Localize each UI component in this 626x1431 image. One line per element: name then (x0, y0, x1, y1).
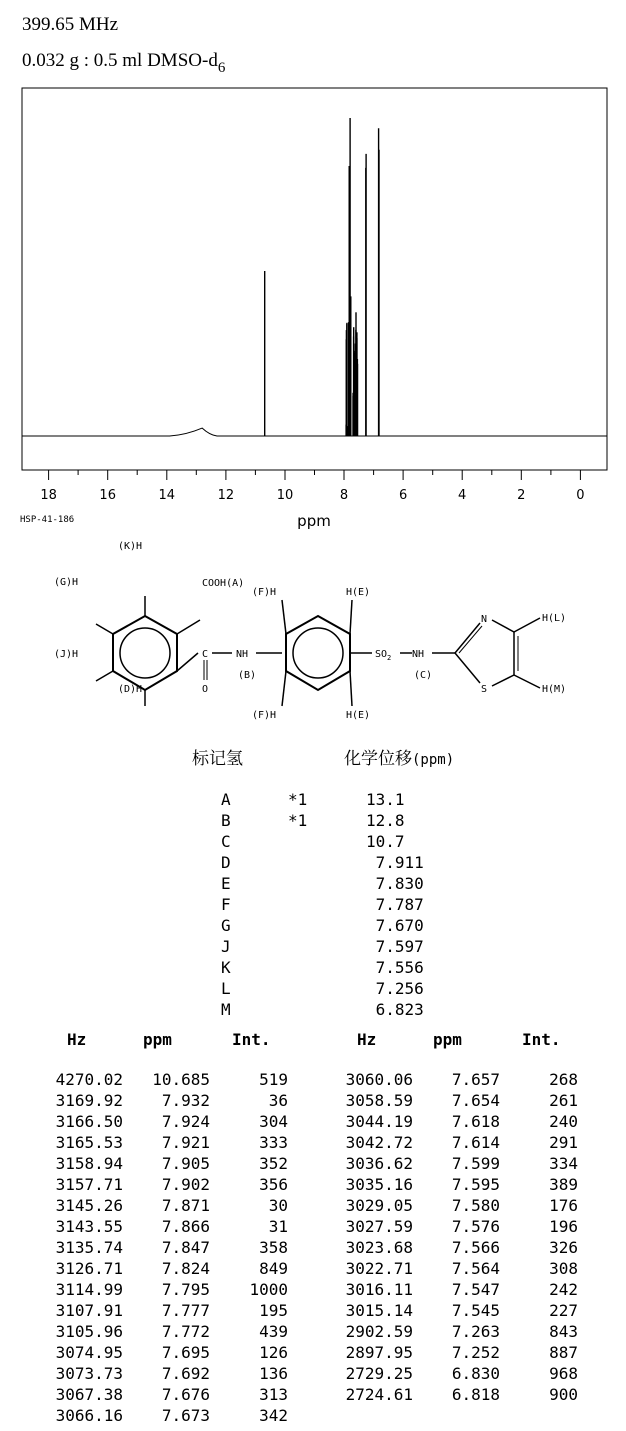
peak-ppm: 7.545 (451, 1301, 500, 1320)
label-thiazole-s: S (481, 684, 488, 695)
shift-header-unit: (ppm) (412, 752, 455, 768)
peak-int: 900 (549, 1385, 578, 1404)
peak-int: 240 (549, 1112, 578, 1131)
shift-row (0, 873, 626, 894)
peak-row (0, 1195, 626, 1216)
shift-value: 7.787 (366, 895, 424, 914)
peak-ppm: 7.676 (161, 1385, 210, 1404)
shift-label: L (221, 979, 231, 998)
peak-hz: 3044.19 (345, 1112, 413, 1131)
shift-label: A (221, 790, 231, 809)
peak-hz: 3166.50 (55, 1112, 123, 1131)
peak-row (0, 1321, 626, 1342)
peak-row (0, 1174, 626, 1195)
peak-int: 308 (549, 1259, 578, 1278)
label-E-bottom: H(E) (346, 710, 371, 721)
peak-int: 333 (259, 1133, 288, 1152)
peak-int: 176 (549, 1196, 578, 1215)
label-E-top: H(E) (346, 587, 371, 598)
benzene-ring-2 (286, 616, 350, 690)
label-carbonyl-c: C (202, 649, 209, 660)
shift-value: 7.911 (366, 853, 424, 872)
peak-hz: 3114.99 (55, 1280, 123, 1299)
shift-row (0, 957, 626, 978)
aromatic-circle-2 (293, 628, 343, 678)
peak-int: 196 (549, 1217, 578, 1236)
spectrum-trace (22, 118, 607, 436)
peak-int: 304 (259, 1112, 288, 1131)
peak-ppm: 7.902 (161, 1175, 210, 1194)
sample-subscript: 6 (217, 60, 226, 76)
peak-ppm: 6.830 (451, 1364, 500, 1383)
peak-hz: 3158.94 (55, 1154, 123, 1173)
spectrum-baseline (22, 428, 607, 436)
shift-value: 12.8 (366, 811, 405, 830)
peak-row (0, 1279, 626, 1300)
peak-ppm: 7.795 (161, 1280, 210, 1299)
peak-hz: 3107.91 (55, 1301, 123, 1320)
peak-row (0, 1090, 626, 1111)
peak-ppm: 7.576 (451, 1217, 500, 1236)
so2-text: SO (375, 649, 388, 660)
peak-int: 849 (259, 1259, 288, 1278)
peak-int: 334 (549, 1154, 578, 1173)
label-so2 (375, 649, 391, 662)
label-L: H(L) (542, 613, 567, 624)
x-tick-label: 8 (339, 488, 349, 503)
shift-row (0, 978, 626, 999)
x-tick-label: 10 (276, 488, 294, 503)
peak-header-int-left: Int. (232, 1030, 271, 1049)
x-tick-label: 2 (517, 488, 526, 503)
label-G: (G)H (54, 577, 79, 588)
shift-row (0, 831, 626, 852)
shift-row (0, 915, 626, 936)
peak-ppm: 7.618 (451, 1112, 500, 1131)
peak-hz: 3058.59 (345, 1091, 413, 1110)
shift-value: 10.7 (366, 832, 405, 851)
peak-row (0, 1363, 626, 1384)
peak-hz: 2902.59 (345, 1322, 413, 1341)
peak-hz: 2729.25 (345, 1364, 413, 1383)
peak-row (0, 1132, 626, 1153)
label-K: (K)H (118, 541, 143, 552)
shift-value: 13.1 (366, 790, 405, 809)
peak-int: 352 (259, 1154, 288, 1173)
spectrometer-frequency: 399.65 MHz (22, 14, 119, 35)
molecular-structure (0, 530, 626, 730)
label-carbonyl-o: O (202, 684, 209, 695)
shift-label: E (221, 874, 231, 893)
peak-row (0, 1342, 626, 1363)
peak-ppm: 7.252 (451, 1343, 500, 1362)
peak-hz: 3029.05 (345, 1196, 413, 1215)
shift-value: 7.556 (366, 958, 424, 977)
peak-int: 342 (259, 1406, 288, 1425)
peak-int: 843 (549, 1322, 578, 1341)
peak-ppm: 7.614 (451, 1133, 500, 1152)
label-nh-amide: NH (236, 649, 249, 660)
x-tick-label: 4 (458, 488, 467, 503)
peak-int: 126 (259, 1343, 288, 1362)
peak-int: 519 (259, 1070, 288, 1089)
peak-hz: 3073.73 (55, 1364, 123, 1383)
aromatic-circle-1 (120, 628, 170, 678)
peak-ppm: 7.924 (161, 1112, 210, 1131)
peak-row (0, 1111, 626, 1132)
shift-value: 7.256 (366, 979, 424, 998)
peak-header-hz-right: Hz (357, 1030, 377, 1049)
peak-hz: 2897.95 (345, 1343, 413, 1362)
shift-label: J (221, 937, 231, 956)
peak-hz: 3126.71 (55, 1259, 123, 1278)
peak-hz: 3165.53 (55, 1133, 123, 1152)
peak-hz: 3066.16 (55, 1406, 123, 1425)
peak-ppm: 7.595 (451, 1175, 500, 1194)
shift-row (0, 852, 626, 873)
peak-hz: 3060.06 (345, 1070, 413, 1089)
peak-header-ppm-right: ppm (433, 1030, 462, 1049)
peak-ppm: 7.871 (161, 1196, 210, 1215)
peak-hz: 4270.02 (55, 1070, 123, 1089)
peak-ppm: 7.599 (451, 1154, 500, 1173)
shift-row (0, 999, 626, 1020)
shift-value: 7.670 (366, 916, 424, 935)
sample-text: 0.032 g : 0.5 ml DMSO-d (22, 50, 218, 71)
plot-frame (22, 88, 607, 470)
shift-note: *1 (288, 811, 308, 830)
x-tick-label: 12 (217, 488, 235, 503)
peak-hz: 3169.92 (55, 1091, 123, 1110)
peak-ppm: 7.777 (161, 1301, 210, 1320)
peak-ppm: 7.654 (451, 1091, 500, 1110)
peak-ppm: 7.866 (161, 1217, 210, 1236)
peak-int: 30 (268, 1196, 288, 1215)
shift-row (0, 789, 626, 810)
x-tick-label: 18 (40, 488, 57, 503)
peak-row (0, 1258, 626, 1279)
x-tick-label: 0 (576, 488, 585, 503)
peak-ppm: 7.695 (161, 1343, 210, 1362)
label-nh-sulfonamide: NH (412, 649, 425, 660)
peak-ppm: 7.547 (451, 1280, 500, 1299)
peak-hz: 3145.26 (55, 1196, 123, 1215)
label-D: (D)H (118, 684, 143, 695)
shift-label: D (221, 853, 231, 872)
peak-row (0, 1405, 626, 1426)
shift-value: 7.830 (366, 874, 424, 893)
peak-int: 291 (549, 1133, 578, 1152)
peak-hz: 3074.95 (55, 1343, 123, 1362)
shift-label: C (221, 832, 231, 851)
label-F-top: (F)H (252, 587, 277, 598)
peak-ppm: 7.673 (161, 1406, 210, 1425)
peak-ppm: 7.905 (161, 1154, 210, 1173)
peak-int: 887 (549, 1343, 578, 1362)
label-cooh: COOH(A) (202, 578, 245, 589)
peak-hz: 3022.71 (345, 1259, 413, 1278)
shift-row (0, 810, 626, 831)
benzene-ring-1 (113, 616, 177, 690)
peak-ppm: 7.772 (161, 1322, 210, 1341)
peak-header-int-right: Int. (522, 1030, 561, 1049)
peak-int: 389 (549, 1175, 578, 1194)
peak-int: 358 (259, 1238, 288, 1257)
peak-hz: 3157.71 (55, 1175, 123, 1194)
peak-ppm: 7.657 (451, 1070, 500, 1089)
label-thiazole-n: N (481, 614, 488, 625)
peak-int: 242 (549, 1280, 578, 1299)
peak-int: 313 (259, 1385, 288, 1404)
shift-table-header-shift (344, 744, 454, 769)
x-tick-label: 14 (158, 488, 176, 503)
peak-ppm: 7.580 (451, 1196, 500, 1215)
peak-ppm: 7.566 (451, 1238, 500, 1257)
nmr-spectrum-chart (0, 0, 626, 540)
shift-value: 6.823 (366, 1000, 424, 1019)
peak-row (0, 1216, 626, 1237)
peak-hz: 2724.61 (345, 1385, 413, 1404)
peak-hz: 3036.62 (345, 1154, 413, 1173)
label-M: H(M) (542, 684, 567, 695)
peak-row (0, 1237, 626, 1258)
peak-hz: 3042.72 (345, 1133, 413, 1152)
peak-int: 439 (259, 1322, 288, 1341)
peak-ppm: 7.847 (161, 1238, 210, 1257)
peak-int: 326 (549, 1238, 578, 1257)
label-F-bottom: (F)H (252, 710, 277, 721)
shift-value: 7.597 (366, 937, 424, 956)
peak-hz: 3135.74 (55, 1238, 123, 1257)
peak-hz: 3015.14 (345, 1301, 413, 1320)
peak-row (0, 1069, 626, 1090)
peak-int: 136 (259, 1364, 288, 1383)
peak-ppm: 7.824 (161, 1259, 210, 1278)
so2-subscript: 2 (387, 654, 392, 662)
peak-int: 36 (268, 1091, 288, 1110)
x-tick-label: 6 (398, 488, 408, 503)
label-B: (B) (238, 670, 257, 681)
peak-hz: 3035.16 (345, 1175, 413, 1194)
peak-int: 968 (549, 1364, 578, 1383)
peak-ppm: 7.564 (451, 1259, 500, 1278)
peak-hz: 3143.55 (55, 1217, 123, 1236)
shift-label: B (221, 811, 231, 830)
peak-int: 261 (549, 1091, 578, 1110)
x-axis-ticks (40, 470, 584, 503)
shift-row (0, 894, 626, 915)
peak-ppm: 7.263 (451, 1322, 500, 1341)
peak-hz: 3067.38 (55, 1385, 123, 1404)
x-axis-label: ppm (297, 512, 331, 530)
shift-label: K (221, 958, 231, 977)
peak-header-hz-left: Hz (67, 1030, 87, 1049)
peak-row (0, 1300, 626, 1321)
peak-int: 31 (268, 1217, 288, 1236)
peak-hz: 3027.59 (345, 1217, 413, 1236)
peak-row (0, 1384, 626, 1405)
peak-ppm: 7.932 (161, 1091, 210, 1110)
peak-row (0, 1153, 626, 1174)
peak-header-ppm-left: ppm (143, 1030, 172, 1049)
peak-int: 195 (259, 1301, 288, 1320)
shift-row (0, 936, 626, 957)
peak-int: 356 (259, 1175, 288, 1194)
sample-code: HSP-41-186 (20, 515, 75, 525)
label-J: (J)H (54, 649, 79, 660)
peak-ppm: 7.921 (161, 1133, 210, 1152)
shift-header-text: 化学位移 (344, 749, 412, 769)
peak-ppm: 7.692 (161, 1364, 210, 1383)
shift-label: M (221, 1000, 231, 1019)
shift-label: F (221, 895, 231, 914)
peak-int: 227 (549, 1301, 578, 1320)
label-C: (C) (414, 670, 433, 681)
peak-ppm: 6.818 (451, 1385, 500, 1404)
peak-ppm: 10.685 (152, 1070, 210, 1089)
peak-hz: 3023.68 (345, 1238, 413, 1257)
shift-table-header-label: 标记氢 (192, 749, 243, 769)
peak-int: 268 (549, 1070, 578, 1089)
peak-hz: 3105.96 (55, 1322, 123, 1341)
shift-label: G (221, 916, 231, 935)
x-tick-label: 16 (99, 488, 116, 503)
peak-hz: 3016.11 (345, 1280, 413, 1299)
peak-int: 1000 (249, 1280, 288, 1299)
shift-note: *1 (288, 790, 308, 809)
